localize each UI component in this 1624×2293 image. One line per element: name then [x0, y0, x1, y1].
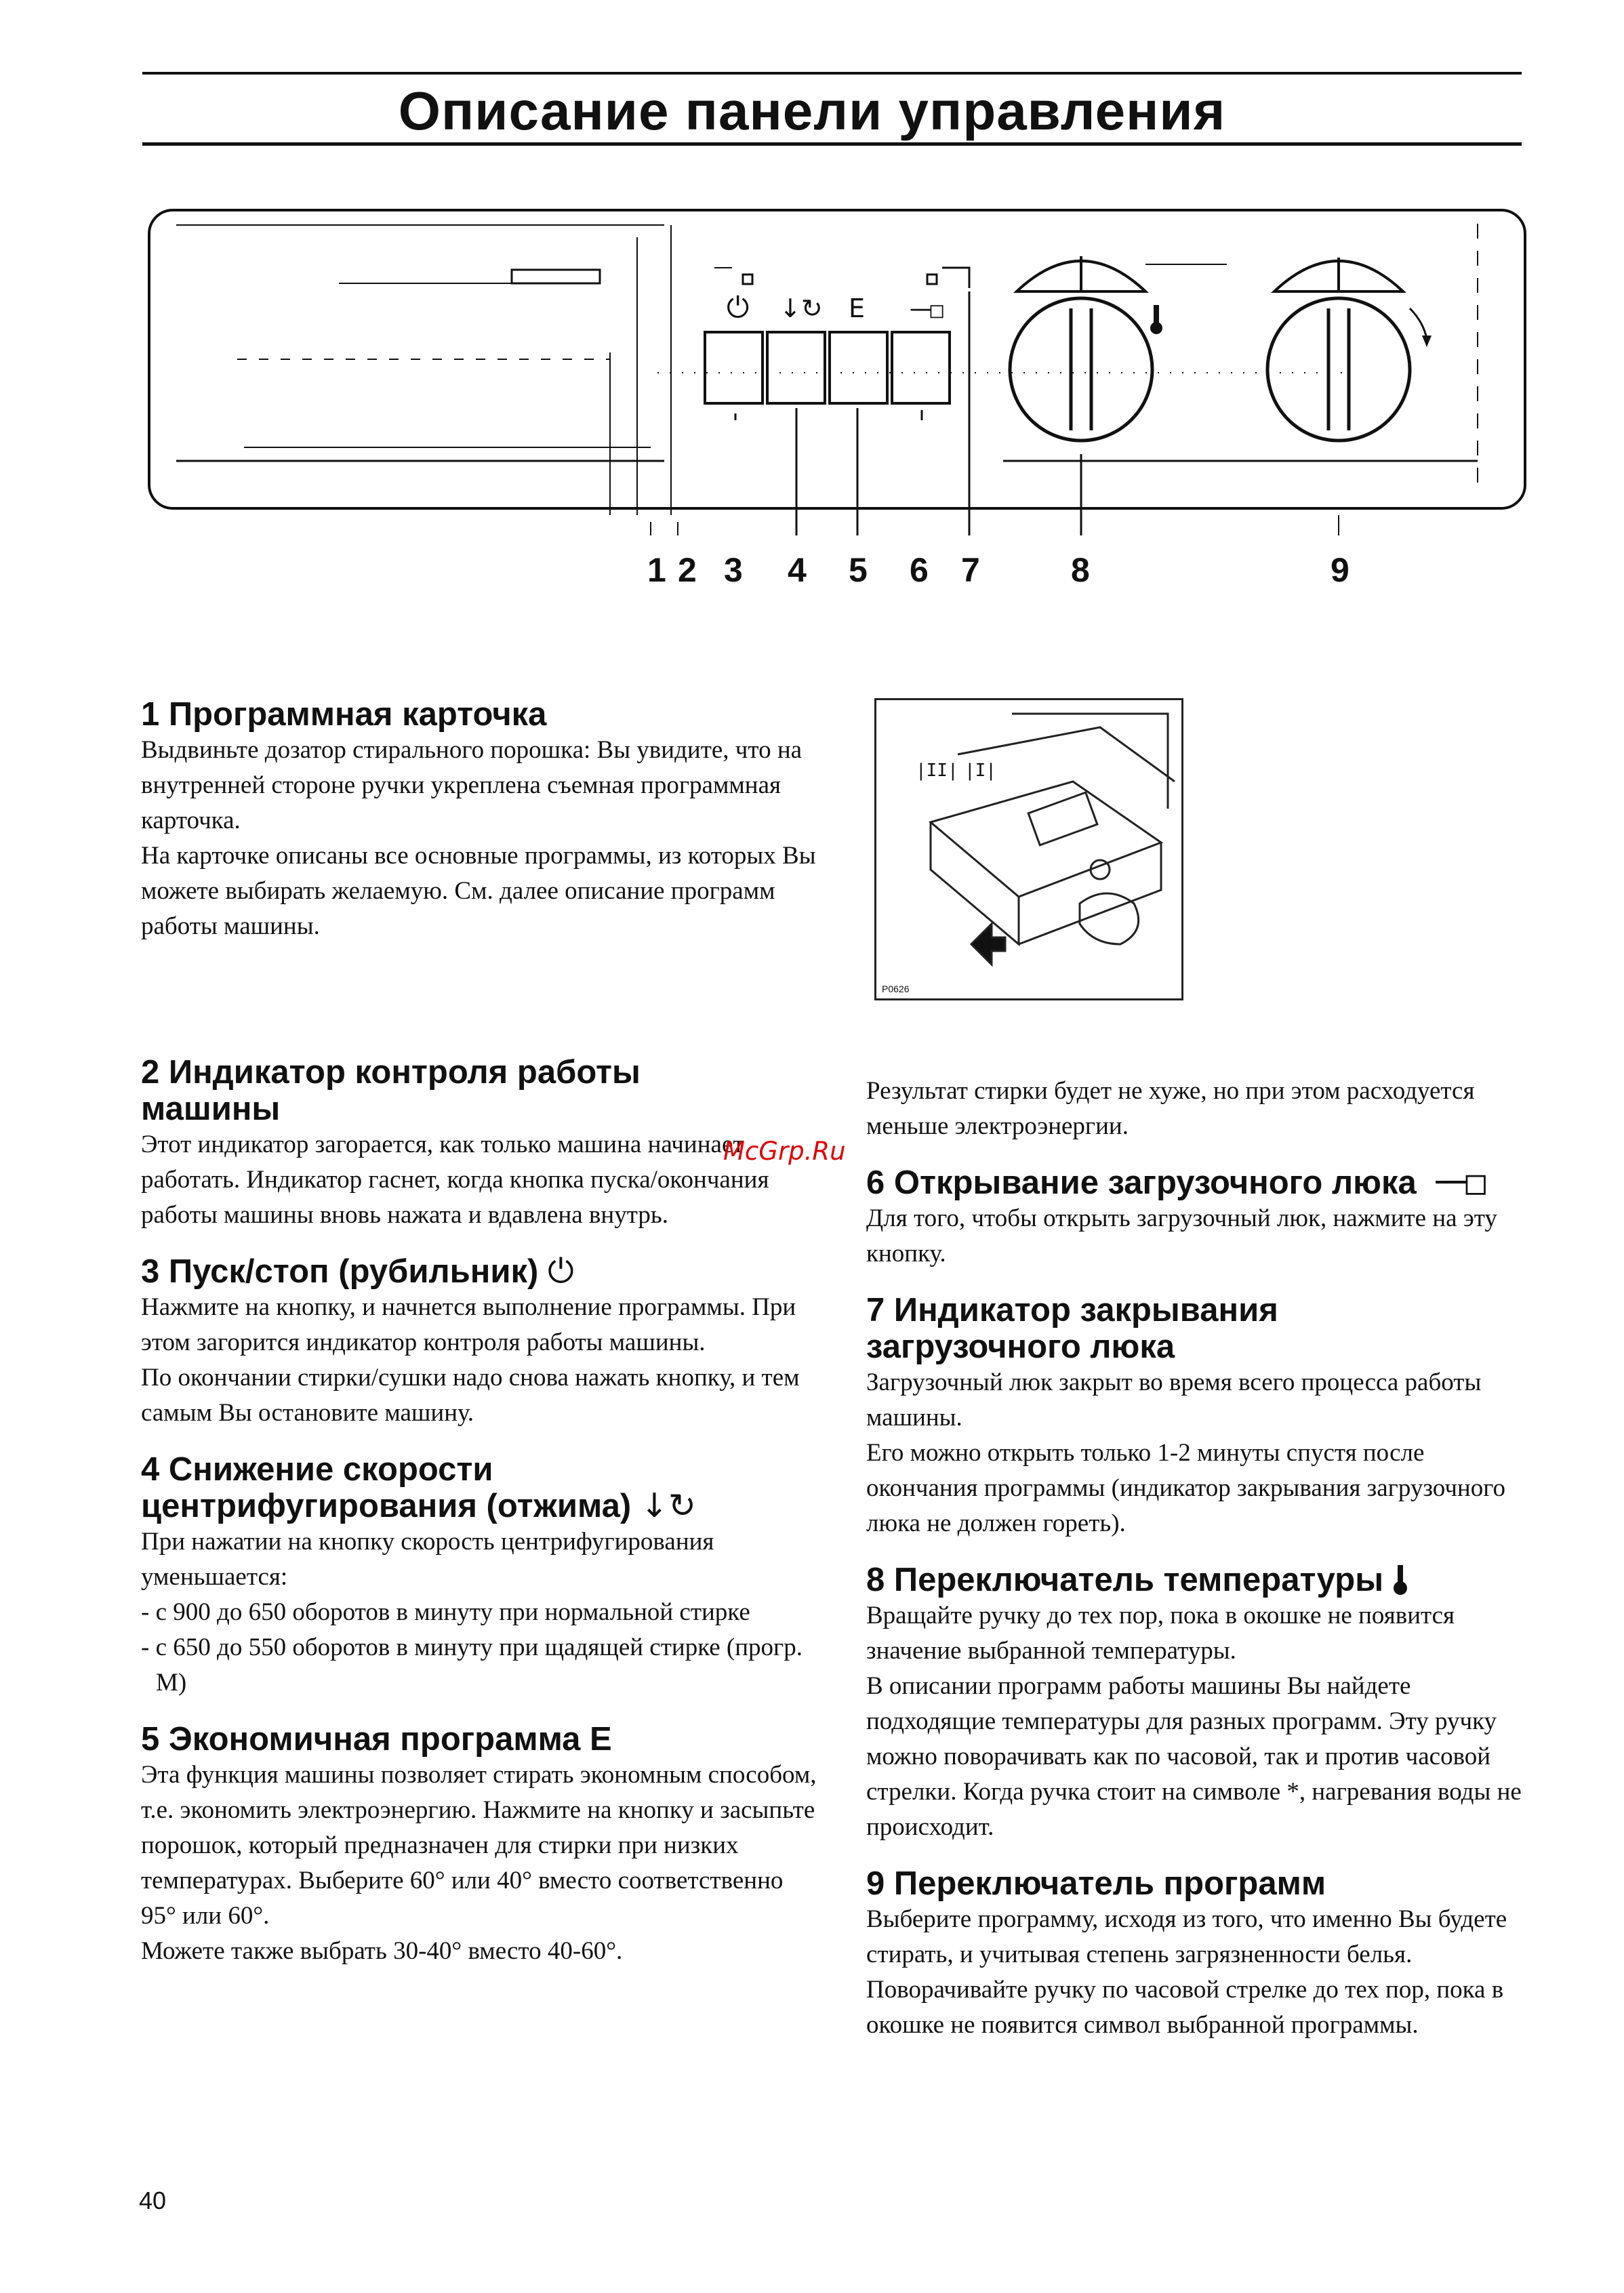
callout-5: 5: [849, 551, 868, 589]
start-stop-button: [705, 332, 763, 403]
program-knob: [1267, 298, 1410, 441]
section-9-program-selector: [866, 1865, 1534, 2043]
panel-outline: [149, 210, 1525, 508]
section-4-heading: 4 Снижение скорости центрифугирования (отжима) ↓↻: [141, 1451, 696, 1525]
economy-button: [830, 332, 887, 403]
section-4-text-1: При нажатии на кнопку скорость центрифугирования уменьшается:: [141, 1528, 714, 1591]
section-4-spin-reduction: [141, 1451, 819, 1701]
watermark-link[interactable]: McGrp.Ru: [723, 1137, 846, 1166]
power-indicator-lamp: [743, 275, 752, 284]
drawer-illustration: [876, 700, 1181, 998]
door-open-icon: ╶─□: [1425, 1163, 1486, 1202]
section-2-heading: 2 Индикатор контроля работы машины: [141, 1054, 641, 1127]
power-icon: ⏻: [547, 1252, 574, 1291]
door-lock-indicator-lamp: [927, 275, 937, 284]
left-column: [141, 1054, 819, 1969]
section-3-text-2: По окончании стирки/сушки надо снова нажать кнопку, и тем самым Вы остановите машину.: [141, 1364, 800, 1427]
thermometer-icon: [1150, 305, 1162, 334]
section-8-text-2: В описании программ работы машины Вы найдете подходящие температуры для разных программ. Эту ручку можно поворачивать как по часовой, так и против часовой стрелки. Когда ручка стоит на символе *, нагревания воды не происходит.: [866, 1672, 1522, 1841]
section-8-text-1: Вращайте ручку до тех пор, пока в окошке не появится значение выбранной температуры.: [866, 1602, 1455, 1665]
callout-8: 8: [1071, 551, 1090, 589]
section-1-text-2: На карточке описаны все основные программы, из которых Вы можете выбирать желаемую. См. далее описание программ работы машины.: [141, 842, 816, 940]
section-6-text: Для того, чтобы открыть загрузочный люк, нажмите на эту кнопку.: [866, 1204, 1497, 1267]
temperature-knob: [1010, 298, 1152, 441]
section-7-text-2: Его можно открыть только 1-2 минуты спустя после окончания программы (индикатор закрывания загрузочного люка не должен гореть).: [866, 1439, 1505, 1537]
title-top-rule: [142, 72, 1522, 75]
section-5-text-1: Эта функция машины позволяет стирать экономным способом, т.е. экономить электроэнергию. Нажмите на кнопку и засыпьте порошок, который предназначен для стирки при низких температурах. Выберите 60° или 40° вместо соответственно 95° или 60°.: [141, 1761, 817, 1930]
right-column: [866, 1074, 1534, 2043]
section-3-start-stop: [141, 1253, 819, 1431]
section-8-heading: 8 Переключатель температуры: [866, 1562, 1534, 1598]
thermometer-icon: [1393, 1565, 1408, 1595]
callout-9: 9: [1331, 551, 1349, 589]
control-panel-diagram: [136, 197, 1532, 535]
figure-label: P0626: [882, 983, 910, 994]
detergent-drawer-handle: [512, 270, 600, 283]
section-4-text-3: - с 650 до 550 оборотов в минуту при щадящей стирке (прогр. М): [141, 1633, 803, 1697]
section-7-text-1: Загрузочный люк закрыт во время всего процесса работы машины.: [866, 1368, 1482, 1432]
section-1-text-1: Выдвиньте дозатор стирального порошка: Вы увидите, что на внутренней стороне ручки укреплена съемная программная карточка.: [141, 736, 803, 834]
section-7-door-lock-indicator: [866, 1292, 1534, 1541]
title-bottom-rule: [142, 142, 1522, 146]
section-5-heading: 5 Экономичная программа E: [141, 1721, 612, 1758]
section-1-program-card: [141, 696, 826, 944]
callout-6: 6: [910, 551, 929, 589]
section-5-economy: [141, 1721, 819, 1969]
section-6-door-open: [866, 1164, 1534, 1272]
power-symbol-icon: ⏻: [727, 291, 750, 324]
section-5-continuation-text: Результат стирки будет не хуже, но при этом расходуется меньше электроэнергии.: [866, 1077, 1475, 1140]
section-5-text-2: Можете также выбрать 30-40° вместо 40-60°.: [141, 1937, 623, 1965]
rotation-arrow-icon: [1422, 336, 1432, 347]
section-7-heading: 7 Индикатор закрывания загрузочного люка: [866, 1292, 1278, 1365]
spin-reduction-button: [767, 332, 825, 403]
page-number: 40: [139, 2187, 167, 2214]
section-8-temperature: [866, 1562, 1534, 1845]
callout-4: 4: [788, 551, 807, 589]
callout-3: 3: [724, 551, 743, 589]
section-4-text-2: - с 900 до 650 оборотов в минуту при нормальной стирке: [141, 1598, 750, 1626]
callout-2: 2: [678, 551, 697, 589]
callout-7: 7: [961, 551, 980, 589]
detergent-drawer-figure: [874, 698, 1183, 1000]
svg-text:|I|: |I|: [965, 760, 996, 781]
section-6-heading: 6 Открывание загрузочного люка ╶─□: [866, 1163, 1486, 1202]
economy-symbol-icon: E: [849, 293, 866, 323]
door-symbol-icon: ╶─□: [904, 297, 943, 323]
callout-1: 1: [647, 551, 666, 589]
door-open-button: [892, 332, 950, 403]
section-3-heading: 3 Пуск/стоп (рубильник) ⏻: [141, 1252, 574, 1291]
section-2-text: Этот индикатор загорается, как только машина начинает работать. Индикатор гаснет, когда кнопка пуска/окончания работы машины вновь нажата и вдавлена внутрь.: [141, 1131, 769, 1229]
section-3-text-1: Нажмите на кнопку, и начнется выполнение программы. При этом загорится индикатор контроля работы машины.: [141, 1293, 796, 1356]
section-2-indicator: [141, 1054, 819, 1233]
section-9-text: Выберите программу, исходя из того, что именно Вы будете стирать, и учитывая степень загрязненности белья. Поворачивайте ручку по часовой стрелке до тех пор, пока в окошке не появится символ выбранной программы.: [866, 1905, 1507, 2039]
svg-text:|II|: |II|: [916, 760, 958, 781]
page-title: Описание панели управления: [398, 81, 1226, 141]
section-1-heading: 1 Программная карточка: [141, 696, 547, 733]
spin-symbol-icon: ↓↻: [779, 293, 823, 323]
section-9-heading: 9 Переключатель программ: [866, 1865, 1326, 1902]
spin-icon: ↓↻: [640, 1486, 696, 1525]
